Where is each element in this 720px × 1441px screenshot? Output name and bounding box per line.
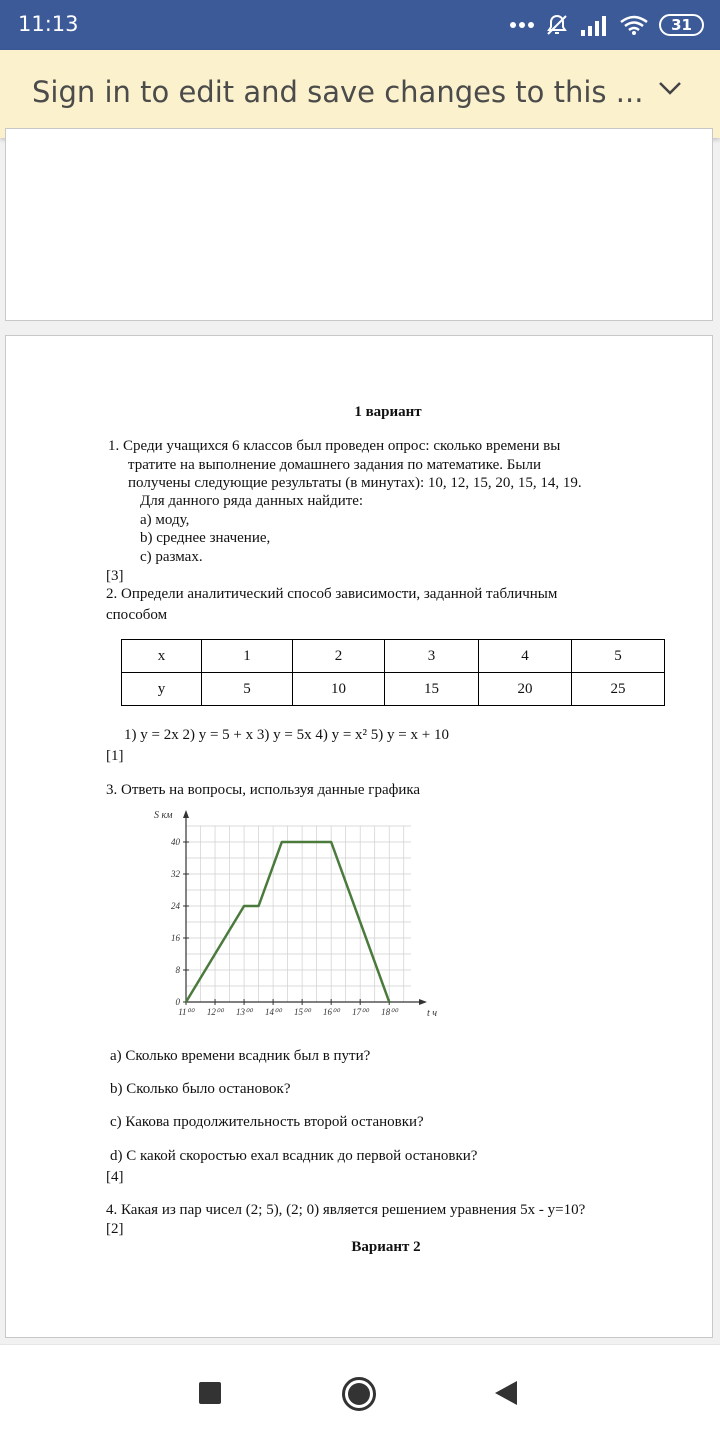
home-icon[interactable]	[341, 1376, 377, 1412]
q2-line-1: 2. Определи аналитический способ зависимости, заданной табличным	[106, 586, 558, 602]
chart-grid	[186, 826, 411, 1002]
q4-text: 4. Какая из пар чисел (2; 5), (2; 0) является решением уравнения 5x - y=10?	[106, 1202, 586, 1218]
table-cell: 5	[202, 673, 293, 706]
chart-ticks	[170, 837, 399, 1017]
chevron-down-icon[interactable]	[658, 80, 682, 96]
x-tick-label: 12⁰⁰	[206, 1007, 224, 1017]
q3-title: 3. Ответь на вопросы, используя данные графика	[106, 782, 421, 798]
table-cell: y	[122, 673, 202, 706]
y-tick-label: 32	[171, 869, 180, 879]
table-cell: 15	[385, 673, 479, 706]
q3-question-b: b) Сколько было остановок?	[110, 1081, 291, 1097]
q1-line-1: 1. Среди учащихся 6 классов был проведен опрос: сколько времени вы	[108, 438, 561, 454]
table-row-x	[122, 640, 665, 673]
x-axis-label: t ч	[427, 1008, 438, 1019]
x-tick-label: 18⁰⁰	[381, 1007, 398, 1017]
banner-text: Sign in to edit and save changes to this ...	[32, 75, 644, 109]
y-axis-arrow	[183, 810, 189, 818]
q1-item-c: c) размах.	[140, 549, 203, 565]
y-tick-label: 0	[175, 997, 180, 1007]
table-cell: 1	[202, 640, 293, 673]
q2-score: [1]	[106, 748, 124, 764]
q3-score: [4]	[106, 1169, 124, 1185]
x-axis-arrow	[419, 999, 427, 1005]
signal-icon	[579, 14, 609, 36]
notifications-muted-icon	[545, 13, 569, 37]
table-cell: 4	[479, 640, 572, 673]
status-time: 11:13	[18, 12, 79, 36]
q1-line-2: тратите на выполнение домашнего задания по математике. Были	[128, 457, 542, 473]
x-tick-label: 13⁰⁰	[235, 1007, 253, 1017]
sign-in-banner[interactable]	[0, 50, 720, 138]
table-cell: 25	[572, 673, 665, 706]
status-bar	[0, 0, 720, 50]
q3-question-d: d) С какой скоростью ехал всадник до первой остановки?	[110, 1148, 478, 1164]
navigation-bar	[0, 1344, 720, 1441]
table-cell: 5	[572, 640, 665, 673]
y-tick-label: 16	[171, 933, 180, 943]
q3-question-c: c) Какова продолжительность второй остановки?	[110, 1114, 424, 1130]
status-icons	[509, 10, 704, 40]
table-cell: 10	[293, 673, 385, 706]
table-cell: x	[122, 640, 202, 673]
x-tick-label: 16⁰⁰	[323, 1007, 340, 1017]
data-table	[121, 639, 665, 706]
more-dots-icon	[509, 20, 535, 30]
q4-score: [2]	[106, 1221, 124, 1237]
y-tick-label: 24	[171, 901, 180, 911]
y-axis-label: S км	[154, 810, 173, 821]
variant-2-title: Вариант 2	[351, 1239, 421, 1255]
document-page-2	[5, 335, 713, 1338]
x-tick-label: 15⁰⁰	[294, 1007, 311, 1017]
q1-line-3: получены следующие результаты (в минутах): 10, 12, 15, 20, 15, 14, 19.	[128, 475, 582, 491]
table-cell: 20	[479, 673, 572, 706]
q1-item-a: а) моду,	[140, 512, 190, 528]
q3-question-a: а) Сколько времени всадник был в пути?	[110, 1048, 371, 1064]
document-page-1	[5, 128, 713, 321]
q1-line-4: Для данного ряда данных найдите:	[140, 493, 364, 509]
table-row-y	[122, 673, 665, 706]
x-tick-label: 11⁰⁰	[178, 1007, 194, 1017]
wifi-icon	[619, 14, 649, 36]
battery-indicator: 31	[659, 14, 704, 36]
recent-apps-icon[interactable]	[199, 1382, 221, 1404]
x-tick-label: 17⁰⁰	[352, 1007, 369, 1017]
back-icon[interactable]	[493, 1380, 519, 1406]
distance-time-chart	[141, 810, 441, 1024]
x-tick-label: 14⁰⁰	[264, 1007, 282, 1017]
q2-line-2: способом	[106, 607, 168, 623]
q2-answers: 1) y = 2x 2) y = 5 + x 3) y = 5x 4) y = x² 5) y = x + 10	[124, 727, 449, 743]
variant-title: 1 вариант	[354, 404, 422, 420]
q1-score: [3]	[106, 568, 124, 584]
y-tick-label: 40	[171, 837, 180, 847]
q1-item-b: b) среднее значение,	[140, 530, 271, 546]
table-cell: 3	[385, 640, 479, 673]
y-tick-label: 8	[175, 965, 180, 975]
table-cell: 2	[293, 640, 385, 673]
